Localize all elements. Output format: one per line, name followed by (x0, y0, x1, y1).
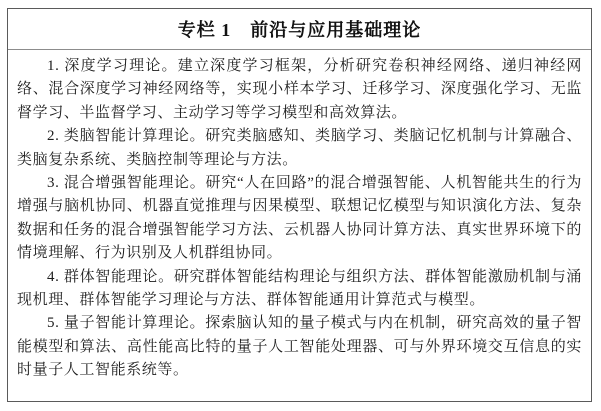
paragraph-quantum-intelligent-computing-theory: 5. 量子智能计算理论。探索脑认知的量子模式与内在机制，研究高效的量子智能模型和算法、高性能高比特的量子人工智能处理器、可与外界环境交互信息的实时量子人工智能系统等。 (17, 315, 582, 379)
paragraph-deep-learning-theory: 1. 深度学习理论。建立深度学习框架，分析研究卷积神经网络、递归神经网络、混合深度学习神经网络等，实现小样本学习、迁移学习、深度强化学习、无监督学习、半监督学习、主动学习等学习模型和高效算法。 (17, 58, 582, 121)
paragraph-hybrid-augmented-intelligence-theory: 3. 混合增强智能理论。研究“人在回路”的混合增强智能、人机智能共生的行为增强与脑机协同、机器直觉推理与因果模型、联想记忆模型与知识演化方法、复杂数据和任务的混合增强智能学习方法、云机器人协同计算方法、真实世界环境下的情境理解、行为识别及人机群组协同。 (17, 175, 582, 262)
paragraph-brain-inspired-computing-theory: 2. 类脑智能计算理论。研究类脑感知、类脑学习、类脑记忆机制与计算融合、类脑复杂系统、类脑控制等理论与方法。 (17, 128, 582, 168)
panel-title: 专栏 1 前沿与应用基础理论 (177, 20, 422, 40)
panel-title-bar (8, 9, 591, 50)
column-panel (7, 8, 592, 402)
panel-body (8, 50, 591, 401)
paragraph-swarm-intelligence-theory: 4. 群体智能理论。研究群体智能结构理论与组织方法、群体智能激励机制与涌现机理、群体智能学习理论与方法、群体智能通用计算范式与模型。 (17, 268, 582, 309)
